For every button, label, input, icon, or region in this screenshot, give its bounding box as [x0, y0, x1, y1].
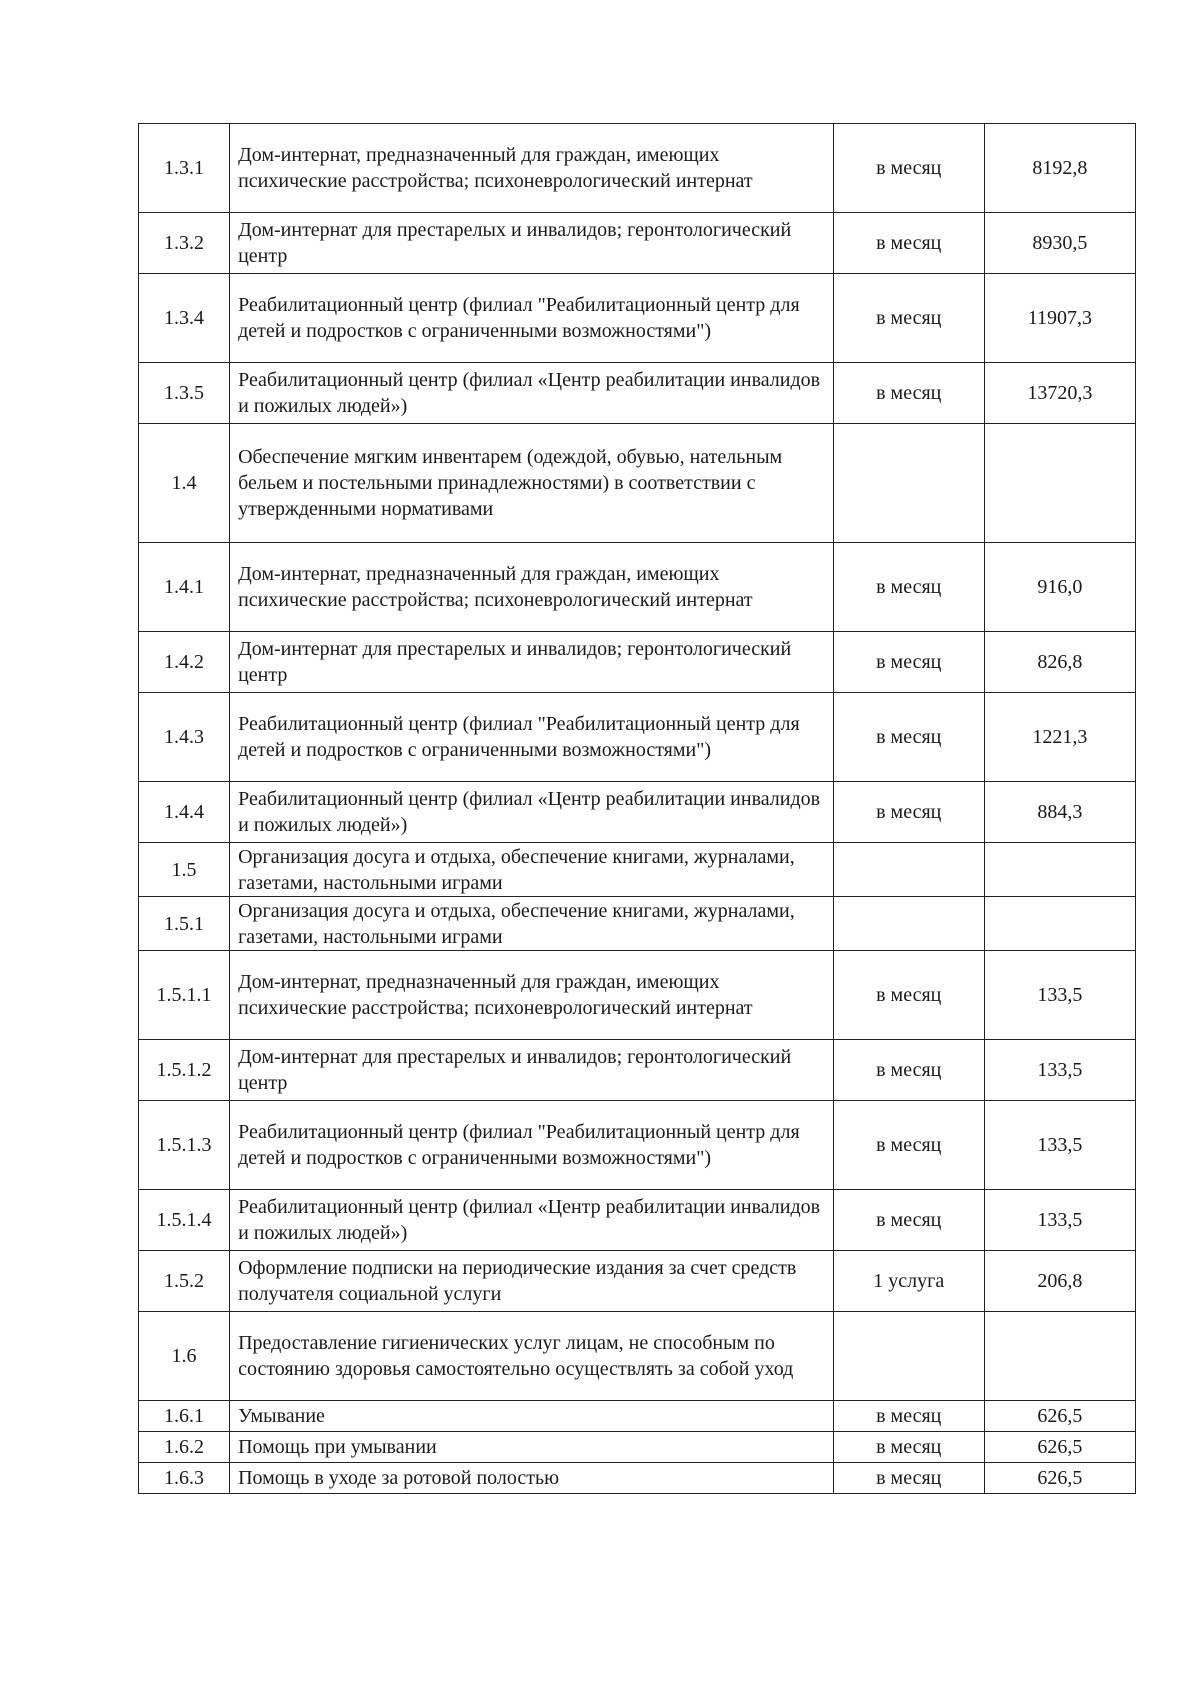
- row-number-cell: 1.4.3: [139, 693, 230, 782]
- row-number-cell: 1.5.1: [139, 897, 230, 951]
- unit-cell: в месяц: [833, 1463, 984, 1494]
- table-row: [139, 782, 1136, 843]
- unit-cell: в месяц: [833, 213, 984, 274]
- table-row: [139, 1101, 1136, 1190]
- row-number-cell: 1.5.2: [139, 1251, 230, 1312]
- value-cell: 1221,3: [984, 693, 1135, 782]
- service-name-cell: Дом-интернат, предназначенный для граждан, имеющих психические расстройства; психоневрологический интернат: [230, 124, 834, 213]
- value-cell: 626,5: [984, 1401, 1135, 1432]
- service-name-cell: Реабилитационный центр (филиал «Центр реабилитации инвалидов и пожилых людей»): [230, 782, 834, 843]
- table-row: [139, 543, 1136, 632]
- row-number-cell: 1.6.3: [139, 1463, 230, 1494]
- row-number-cell: 1.6.2: [139, 1432, 230, 1463]
- service-name-cell: Реабилитационный центр (филиал «Центр реабилитации инвалидов и пожилых людей»): [230, 1190, 834, 1251]
- row-number-cell: 1.5.1.3: [139, 1101, 230, 1190]
- service-name-cell: Обеспечение мягким инвентарем (одеждой, обувью, нательным бельем и постельными принадлежностями) в соответствии с утвержденными нормативами: [230, 424, 834, 543]
- unit-cell: в месяц: [833, 274, 984, 363]
- service-name-cell: Дом-интернат, предназначенный для граждан, имеющих психические расстройства; психоневрологический интернат: [230, 951, 834, 1040]
- value-cell: 133,5: [984, 1101, 1135, 1190]
- table-row: [139, 1190, 1136, 1251]
- table-row: [139, 363, 1136, 424]
- table-row: [139, 951, 1136, 1040]
- service-name-cell: Организация досуга и отдыха, обеспечение книгами, журналами, газетами, настольными играми: [230, 897, 834, 951]
- tariff-table: [138, 123, 1136, 1494]
- table-row: [139, 897, 1136, 951]
- unit-cell: в месяц: [833, 543, 984, 632]
- table-row: [139, 124, 1136, 213]
- unit-cell: [833, 424, 984, 543]
- value-cell: 826,8: [984, 632, 1135, 693]
- unit-cell: в месяц: [833, 1101, 984, 1190]
- service-name-cell: Дом-интернат для престарелых и инвалидов; геронтологический центр: [230, 632, 834, 693]
- service-name-cell: Реабилитационный центр (филиал «Центр реабилитации инвалидов и пожилых людей»): [230, 363, 834, 424]
- table-row: [139, 693, 1136, 782]
- service-name-cell: Реабилитационный центр (филиал "Реабилитационный центр для детей и подростков с ограниченными возможностями"): [230, 693, 834, 782]
- table-row: [139, 1312, 1136, 1401]
- service-name-cell: Реабилитационный центр (филиал "Реабилитационный центр для детей и подростков с ограниченными возможностями"): [230, 274, 834, 363]
- unit-cell: в месяц: [833, 1190, 984, 1251]
- table-row: [139, 1251, 1136, 1312]
- table-row: [139, 424, 1136, 543]
- unit-cell: в месяц: [833, 1040, 984, 1101]
- row-number-cell: 1.5: [139, 843, 230, 897]
- service-name-cell: Умывание: [230, 1401, 834, 1432]
- row-number-cell: 1.3.2: [139, 213, 230, 274]
- unit-cell: в месяц: [833, 124, 984, 213]
- unit-cell: [833, 1312, 984, 1401]
- value-cell: [984, 897, 1135, 951]
- row-number-cell: 1.4.2: [139, 632, 230, 693]
- value-cell: 133,5: [984, 1040, 1135, 1101]
- row-number-cell: 1.4: [139, 424, 230, 543]
- table-row: [139, 274, 1136, 363]
- value-cell: 13720,3: [984, 363, 1135, 424]
- table-row: [139, 1432, 1136, 1463]
- value-cell: 133,5: [984, 1190, 1135, 1251]
- table-row: [139, 632, 1136, 693]
- row-number-cell: 1.6: [139, 1312, 230, 1401]
- table-row: [139, 1401, 1136, 1432]
- table-row: [139, 843, 1136, 897]
- service-name-cell: Оформление подписки на периодические издания за счет средств получателя социальной услуги: [230, 1251, 834, 1312]
- value-cell: [984, 424, 1135, 543]
- value-cell: 8192,8: [984, 124, 1135, 213]
- row-number-cell: 1.5.1.1: [139, 951, 230, 1040]
- unit-cell: [833, 843, 984, 897]
- unit-cell: в месяц: [833, 1401, 984, 1432]
- unit-cell: в месяц: [833, 693, 984, 782]
- unit-cell: в месяц: [833, 782, 984, 843]
- value-cell: 884,3: [984, 782, 1135, 843]
- unit-cell: [833, 897, 984, 951]
- row-number-cell: 1.3.4: [139, 274, 230, 363]
- row-number-cell: 1.4.1: [139, 543, 230, 632]
- value-cell: [984, 1312, 1135, 1401]
- tariff-table-body: [139, 124, 1136, 1494]
- value-cell: 133,5: [984, 951, 1135, 1040]
- value-cell: [984, 843, 1135, 897]
- service-name-cell: Дом-интернат для престарелых и инвалидов; геронтологический центр: [230, 1040, 834, 1101]
- value-cell: 626,5: [984, 1463, 1135, 1494]
- unit-cell: 1 услуга: [833, 1251, 984, 1312]
- value-cell: 626,5: [984, 1432, 1135, 1463]
- row-number-cell: 1.6.1: [139, 1401, 230, 1432]
- service-name-cell: Предоставление гигиенических услуг лицам, не способным по состоянию здоровья самостоятельно осуществлять за собой уход: [230, 1312, 834, 1401]
- row-number-cell: 1.5.1.2: [139, 1040, 230, 1101]
- row-number-cell: 1.5.1.4: [139, 1190, 230, 1251]
- value-cell: 206,8: [984, 1251, 1135, 1312]
- unit-cell: в месяц: [833, 1432, 984, 1463]
- table-row: [139, 1463, 1136, 1494]
- service-name-cell: Помощь в уходе за ротовой полостью: [230, 1463, 834, 1494]
- value-cell: 11907,3: [984, 274, 1135, 363]
- row-number-cell: 1.3.1: [139, 124, 230, 213]
- value-cell: 916,0: [984, 543, 1135, 632]
- service-name-cell: Реабилитационный центр (филиал "Реабилитационный центр для детей и подростков с ограниченными возможностями"): [230, 1101, 834, 1190]
- service-name-cell: Помощь при умывании: [230, 1432, 834, 1463]
- service-name-cell: Дом-интернат для престарелых и инвалидов; геронтологический центр: [230, 213, 834, 274]
- table-row: [139, 1040, 1136, 1101]
- table-row: [139, 213, 1136, 274]
- unit-cell: в месяц: [833, 951, 984, 1040]
- row-number-cell: 1.4.4: [139, 782, 230, 843]
- value-cell: 8930,5: [984, 213, 1135, 274]
- unit-cell: в месяц: [833, 363, 984, 424]
- unit-cell: в месяц: [833, 632, 984, 693]
- row-number-cell: 1.3.5: [139, 363, 230, 424]
- service-name-cell: Организация досуга и отдыха, обеспечение книгами, журналами, газетами, настольными играми: [230, 843, 834, 897]
- service-name-cell: Дом-интернат, предназначенный для граждан, имеющих психические расстройства; психоневрологический интернат: [230, 543, 834, 632]
